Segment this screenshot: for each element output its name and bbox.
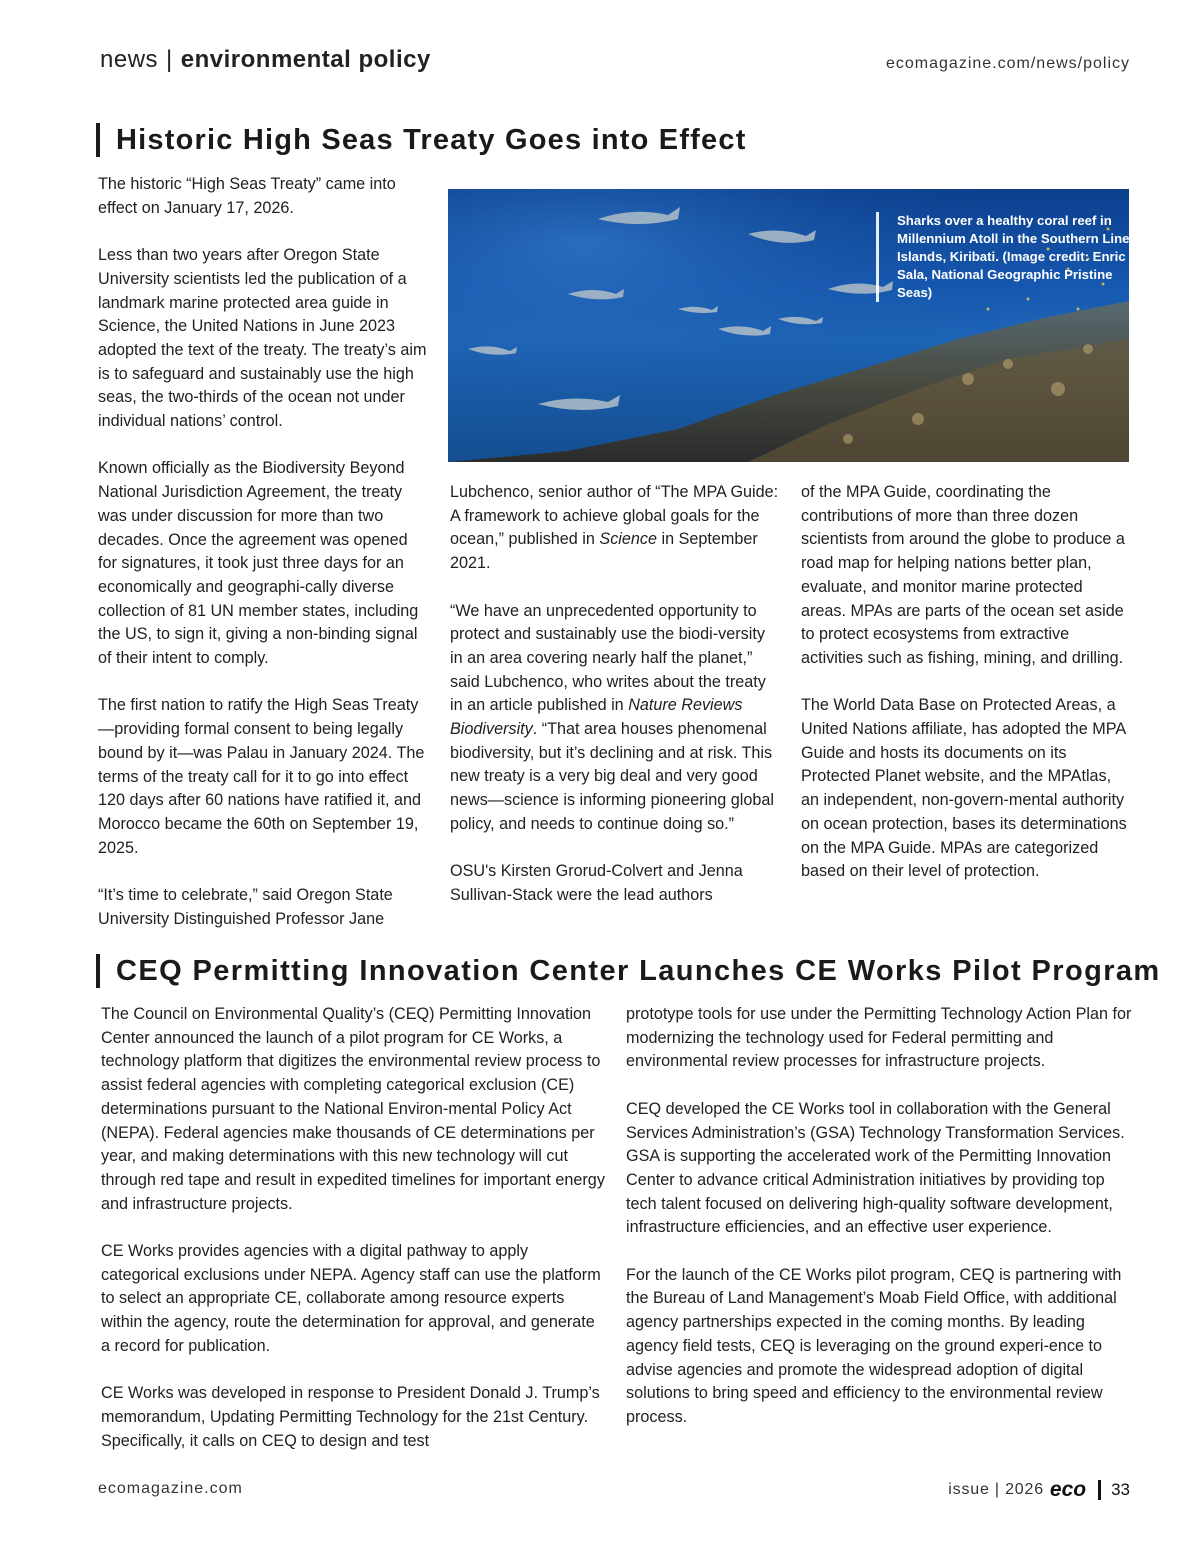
- paragraph: Less than two years after Oregon State University scientists led the publication of a landmark marine protected area guide in Science, the United Nations in June 2023 adopted the text of the treaty. The treaty’s aim is to safeguard and sustainably use the high seas, the two-thirds of the ocean not under individual nations’ control.: [98, 246, 427, 431]
- article2-title: CEQ Permitting Innovation Center Launches CE Works Pilot Program: [96, 954, 1161, 988]
- paragraph: For the launch of the CE Works pilot program, CEQ is partnering with the Bureau of Land Management’s Moab Field Office, with additional agency partnerships expected in the coming months. By leading agency field tests, CEQ is leveraging on the ground experi-ence to advise agencies and promote the widespread adoption of digital solutions to bring speed and efficiency to the environmental review process.: [626, 1265, 1122, 1426]
- paragraph: of the MPA Guide, coordinating the contributions of more than three dozen scientists from around the globe to produce a road map for helping nations better plan, evaluate, and monitor marine protected areas. MPAs are parts of the ocean set aside to protect ecosystems from extractive activities such as fishing, mining, and drilling.: [801, 483, 1125, 667]
- article1-column-2: [450, 481, 780, 908]
- journal-title: Science: [599, 530, 657, 549]
- header-url: ecomagazine.com/news/policy: [886, 55, 1130, 72]
- article2-column-2: [626, 1003, 1132, 1430]
- footer-divider: [1098, 1480, 1101, 1500]
- paragraph: OSU's Kirsten Grorud-Colvert and Jenna Sullivan-Stack were the lead authors: [450, 862, 743, 904]
- paragraph: The historic “High Seas Treaty” came into effect on January 17, 2026.: [98, 175, 396, 217]
- paragraph: The World Data Base on Protected Areas, a United Nations affiliate, has adopted the MPA Guide and hosts its documents on its Protected Planet website, and the MPAtlas, an independent, non-govern-mental authority on ocean protection, bases its determinations on the MPA Guide. MPAs are categorized based on their level of protection.: [801, 696, 1127, 881]
- eco-logo: eco: [1049, 1478, 1087, 1501]
- paragraph: prototype tools for use under the Permitting Technology Action Plan for modernizing the technology used for Federal permitting and environmental review processes for infrastructure projects.: [626, 1005, 1132, 1071]
- category-label: news: [100, 46, 159, 73]
- article1-title: Historic High Seas Treaty Goes into Effect: [96, 123, 747, 157]
- page-number: 33: [1111, 1480, 1130, 1499]
- footer-site: ecomagazine.com: [98, 1480, 243, 1497]
- paragraph: Lubchenco, senior author of “The MPA Guide: A framework to achieve global goals for the ocean,” published in Science in September 2021.: [450, 483, 779, 573]
- article1-column-1: [98, 173, 430, 931]
- paragraph: “We have an unprecedented opportunity to protect and sustainably use the biodi-versity in an area covering nearly half the planet,” said Lubchenco, who writes about the treaty in an article published in Nature Reviews Biodiversity. “That area houses phenomenal biodiversity, but it’s declining and at risk. This new treaty is a very big deal and very good news—science is informing pioneering global policy, and needs to continue doing so.”: [450, 601, 774, 833]
- photo-caption: Sharks over a healthy coral reef in Millennium Atoll in the Southern Line Islands, Kiribati. (Image credit: Enric Sala, National Geographic Pristine Seas): [876, 212, 1143, 302]
- paragraph: Known officially as the Biodiversity Beyond National Jurisdiction Agreement, the treaty was under discussion for more than two decades. Once the agreement was opened for signatures, it took just three days for an economically and geographi-cally diverse collection of 81 UN member states, including the US, to sign it, giving a non-binding signal of their intent to comply.: [98, 459, 419, 668]
- paragraph: CE Works was developed in response to President Donald J. Trump’s memorandum, Updating Permitting Technology for the 21st Century. Specifically, it calls on CEQ to design and test: [101, 1384, 600, 1450]
- section-label: environmental policy: [180, 46, 431, 73]
- article2-column-1: [101, 1003, 607, 1453]
- paragraph: CE Works provides agencies with a digital pathway to apply categorical exclusions under NEPA. Agency staff can use the platform to select an appropriate CE, collaborate among resource experts within the agency, route the determination for approval, and generate a record for publication.: [101, 1242, 601, 1355]
- header-separator: |: [166, 46, 173, 73]
- paragraph: The first nation to ratify the High Seas Treaty—providing formal consent to being legally bound by it—was Palau in January 2024. The terms of the treaty call for it to go into effect 120 days after 60 nations have ratified it, and Morocco became the 60th on September 19, 2025.: [98, 696, 425, 857]
- journal-title: Nature Reviews Biodiversity: [450, 696, 743, 739]
- section-header: [100, 46, 431, 74]
- footer-issue-info: [948, 1478, 1130, 1502]
- paragraph: CEQ developed the CE Works tool in collaboration with the General Services Administration’s (GSA) Technology Transformation Services. GSA is supporting the accelerated work of the Permitting Innovation Center to advance critical Administration initiatives by providing top tech talent focused on delivering high-quality software development, infrastructure efficiencies, and an effective user experience.: [626, 1099, 1125, 1237]
- paragraph: “It’s time to celebrate,” said Oregon State University Distinguished Professor Jane: [98, 886, 393, 928]
- article1-column-3: [801, 481, 1131, 884]
- issue-label: issue | 2026: [948, 1481, 1044, 1498]
- paragraph: The Council on Environmental Quality’s (CEQ) Permitting Innovation Center announced the launch of a pilot program for CE Works, a technology platform that digitizes the environmental review process to assist federal agencies with completing categorical exclusion (CE) determinations pursuant to the National Environ-mental Policy Act (NEPA). Federal agencies make thousands of CE determinations per year, and making determinations with this new technology will cut through red tape and result in expedited timelines for important energy and infrastructure projects.: [101, 1005, 605, 1213]
